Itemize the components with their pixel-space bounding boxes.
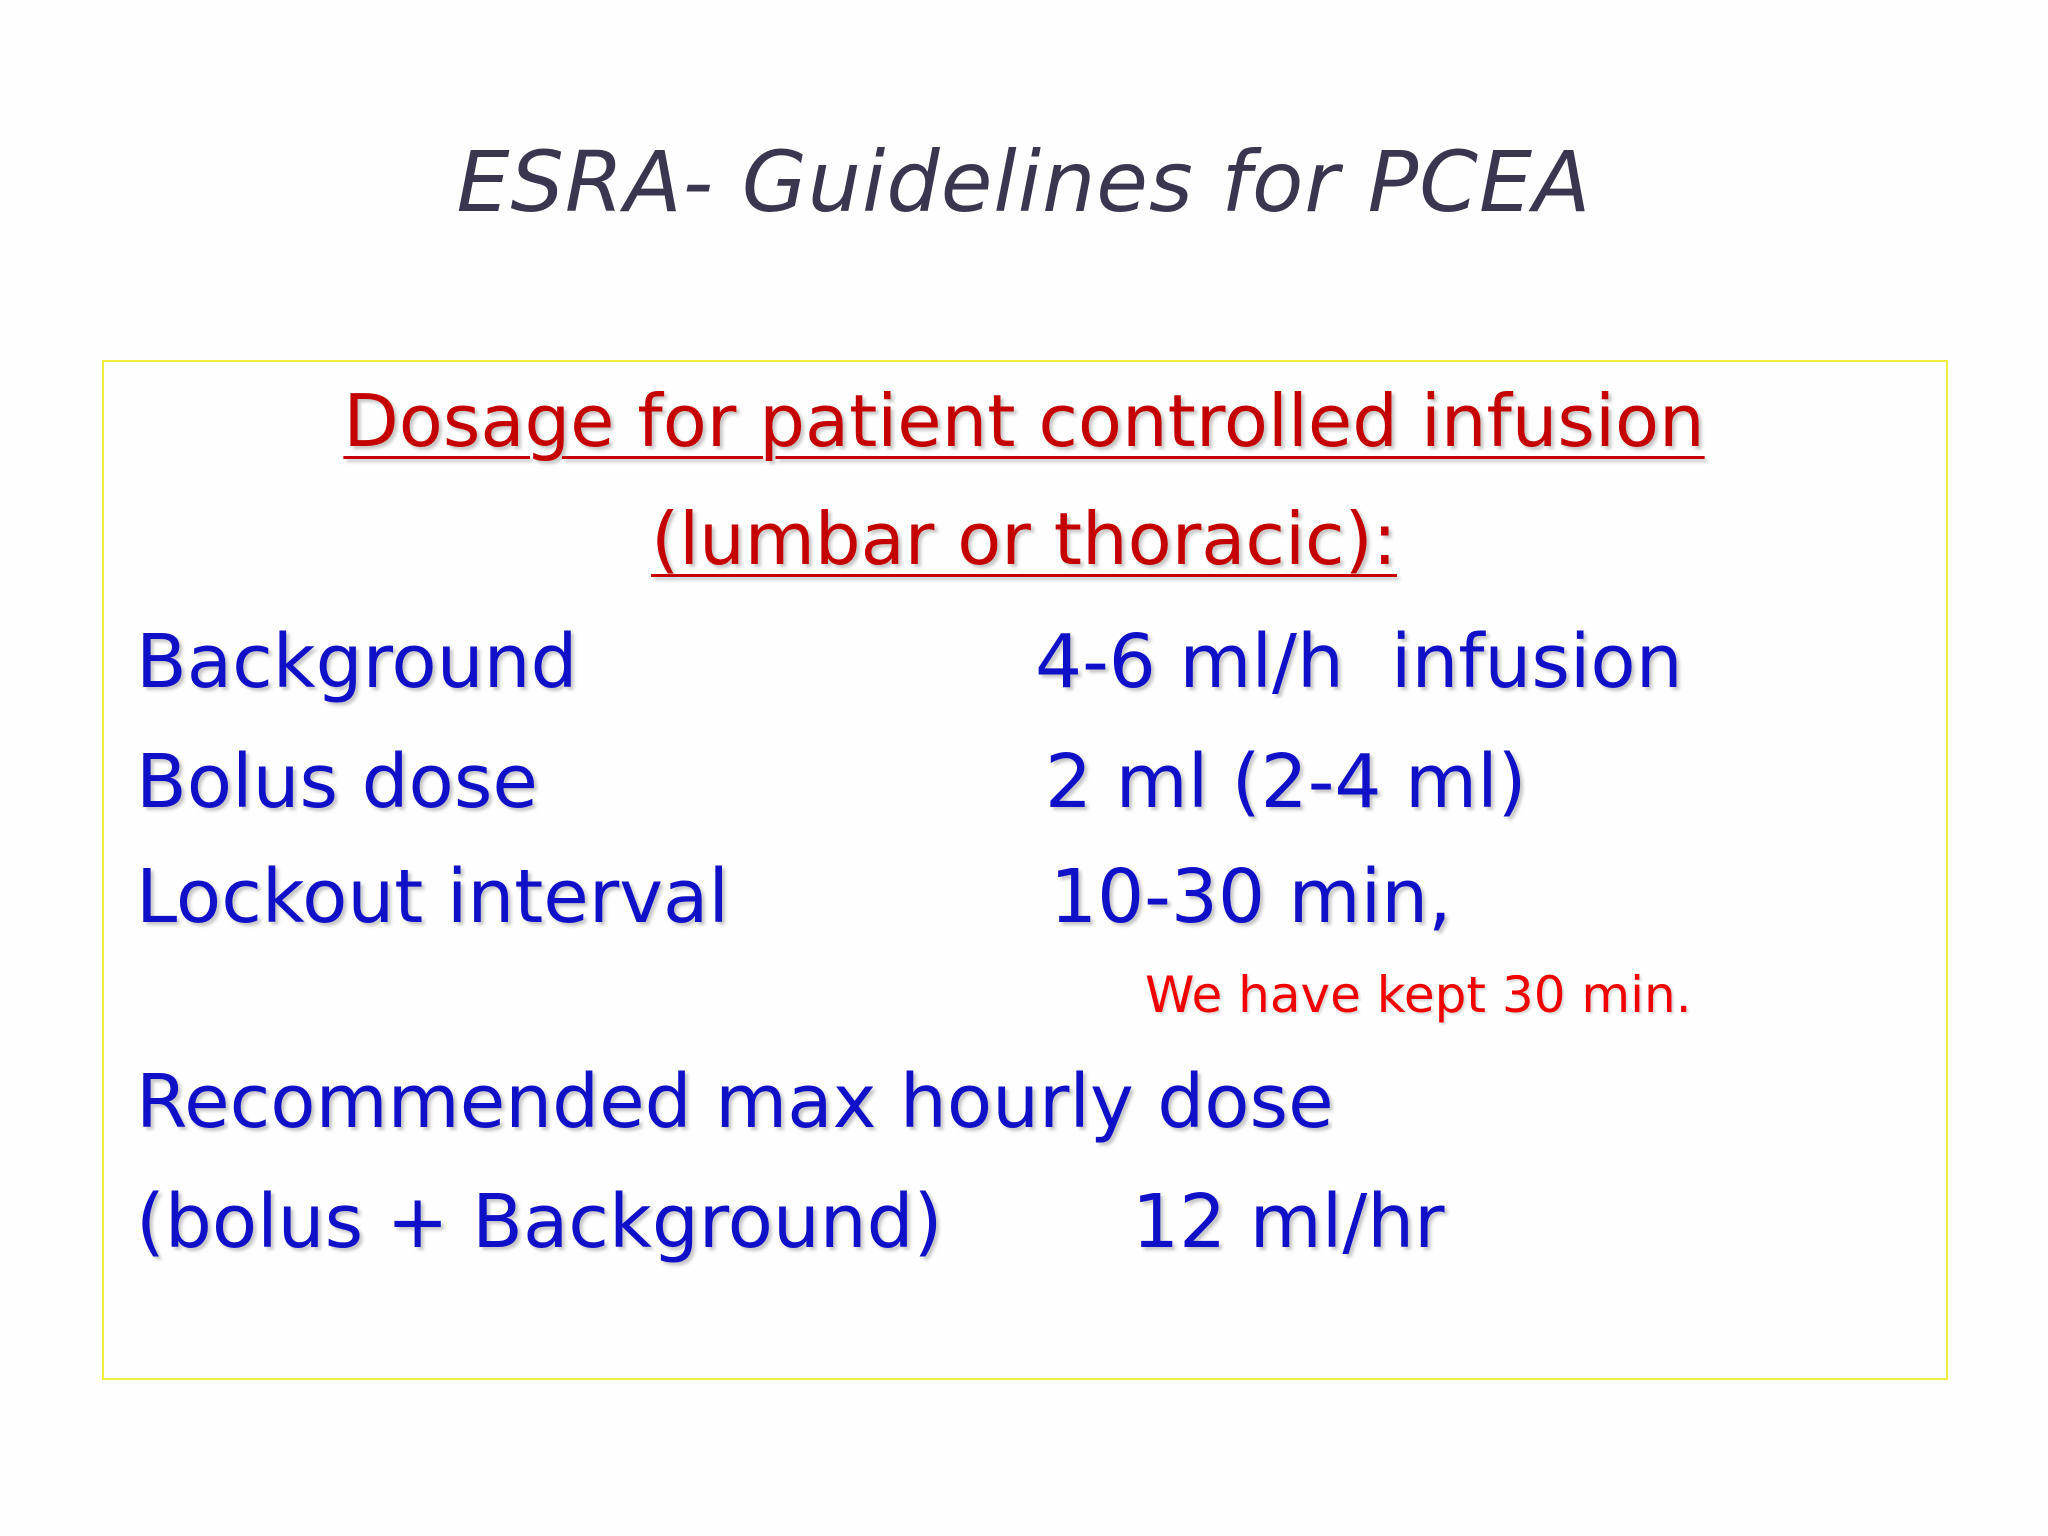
max-hourly-dose-value: 12 ml/hr: [1132, 1179, 1445, 1265]
lockout-note: We have kept 30 min.: [1145, 966, 1692, 1024]
bolus-background-label: (bolus + Background): [136, 1179, 943, 1265]
bolus-dose-value: 2 ml (2-4 ml): [1045, 739, 1527, 825]
heading-line-2: (lumbar or thoracic):: [651, 497, 1397, 581]
max-hourly-dose-label: Recommended max hourly dose: [136, 1059, 1334, 1145]
bolus-dose-label: Bolus dose: [136, 739, 538, 825]
lockout-interval-value: 10-30 min,: [1050, 854, 1452, 940]
background-value: 4-6 ml/h infusion: [1035, 619, 1683, 705]
heading-line-1: Dosage for patient controlled infusion: [343, 379, 1705, 463]
background-label: Background: [136, 619, 578, 705]
lockout-interval-label: Lockout interval: [136, 854, 729, 940]
slide-title: ESRA- Guidelines for PCEA: [456, 133, 1592, 231]
